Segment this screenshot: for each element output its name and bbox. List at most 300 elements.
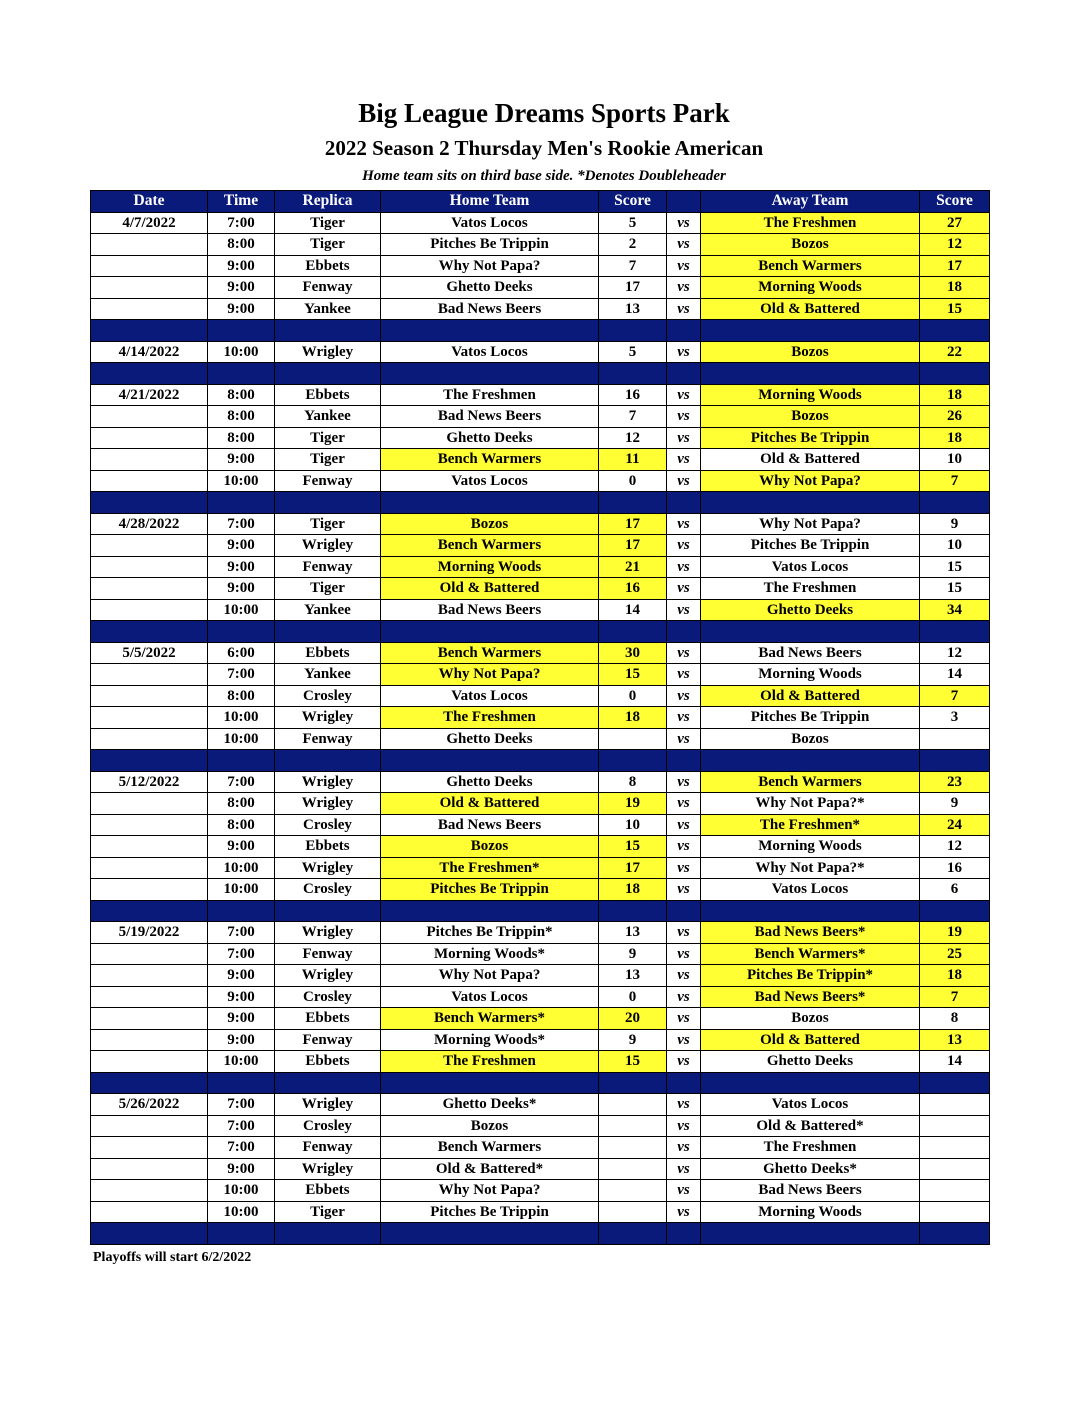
vs-cell: vs	[667, 578, 701, 600]
home-team-cell: Vatos Locos	[381, 685, 599, 707]
home-score-cell: 5	[599, 212, 667, 234]
table-row	[91, 406, 990, 428]
away-score-cell: 12	[920, 836, 990, 858]
away-team-cell: Morning Woods	[701, 384, 920, 406]
home-team-cell: Bozos	[381, 836, 599, 858]
home-team-cell: Bad News Beers	[381, 599, 599, 621]
home-team-cell: Ghetto Deeks	[381, 427, 599, 449]
vs-cell: vs	[667, 1158, 701, 1180]
away-score-cell: 14	[920, 664, 990, 686]
table-row	[91, 384, 990, 406]
home-score-cell: 16	[599, 384, 667, 406]
separator-cell	[381, 1072, 599, 1094]
replica-cell: Tiger	[275, 212, 381, 234]
away-score-cell: 18	[920, 965, 990, 987]
separator-cell	[208, 621, 275, 643]
date-cell	[91, 1029, 208, 1051]
date-cell: 5/26/2022	[91, 1094, 208, 1116]
separator-cell	[381, 621, 599, 643]
home-team-cell: The Freshmen*	[381, 857, 599, 879]
home-score-cell: 15	[599, 664, 667, 686]
table-row	[91, 1137, 990, 1159]
replica-cell: Fenway	[275, 1029, 381, 1051]
away-score-cell: 18	[920, 277, 990, 299]
table-row	[91, 836, 990, 858]
home-score-cell: 18	[599, 707, 667, 729]
date-cell	[91, 277, 208, 299]
date-cell	[91, 556, 208, 578]
separator-cell	[275, 320, 381, 342]
home-team-cell: Morning Woods	[381, 556, 599, 578]
away-team-cell: Pitches Be Trippin	[701, 427, 920, 449]
separator-cell	[599, 621, 667, 643]
replica-cell: Ebbets	[275, 384, 381, 406]
table-row	[91, 298, 990, 320]
replica-cell: Wrigley	[275, 857, 381, 879]
replica-cell: Tiger	[275, 513, 381, 535]
replica-cell: Ebbets	[275, 642, 381, 664]
time-cell: 10:00	[208, 1180, 275, 1202]
home-team-cell: Bench Warmers	[381, 535, 599, 557]
home-score-cell: 12	[599, 427, 667, 449]
away-team-cell: Old & Battered	[701, 449, 920, 471]
away-score-cell: 6	[920, 879, 990, 901]
table-row	[91, 427, 990, 449]
table-row	[91, 965, 990, 987]
away-team-cell: Pitches Be Trippin	[701, 707, 920, 729]
separator-cell	[667, 1072, 701, 1094]
home-score-cell: 16	[599, 578, 667, 600]
home-score-cell: 7	[599, 406, 667, 428]
home-team-cell: Bozos	[381, 1115, 599, 1137]
week-separator-row	[91, 363, 990, 385]
replica-cell: Wrigley	[275, 922, 381, 944]
time-cell: 7:00	[208, 922, 275, 944]
home-score-cell: 9	[599, 1029, 667, 1051]
header-row	[91, 191, 990, 213]
time-cell: 10:00	[208, 1051, 275, 1073]
home-score-cell: 5	[599, 341, 667, 363]
table-row	[91, 212, 990, 234]
separator-cell	[701, 750, 920, 772]
separator-cell	[599, 900, 667, 922]
home-team-cell: Bad News Beers	[381, 406, 599, 428]
replica-cell: Tiger	[275, 578, 381, 600]
home-score-cell	[599, 1115, 667, 1137]
time-cell: 7:00	[208, 943, 275, 965]
home-score-cell: 18	[599, 879, 667, 901]
table-row	[91, 1180, 990, 1202]
away-team-cell: Old & Battered	[701, 298, 920, 320]
table-row	[91, 1051, 990, 1073]
col-header-away-score: Score	[920, 191, 990, 213]
time-cell: 9:00	[208, 1008, 275, 1030]
col-header-vs	[667, 191, 701, 213]
week-separator-row	[91, 1072, 990, 1094]
away-score-cell: 14	[920, 1051, 990, 1073]
home-score-cell: 30	[599, 642, 667, 664]
vs-cell: vs	[667, 1094, 701, 1116]
away-team-cell: Vatos Locos	[701, 1094, 920, 1116]
time-cell: 7:00	[208, 1115, 275, 1137]
away-score-cell: 27	[920, 212, 990, 234]
time-cell: 9:00	[208, 1158, 275, 1180]
vs-cell: vs	[667, 298, 701, 320]
schedule-table	[90, 190, 990, 1245]
separator-cell	[920, 1072, 990, 1094]
separator-cell	[91, 363, 208, 385]
home-team-cell: Morning Woods*	[381, 943, 599, 965]
time-cell: 8:00	[208, 384, 275, 406]
away-score-cell: 9	[920, 793, 990, 815]
away-score-cell: 3	[920, 707, 990, 729]
week-separator-row	[91, 492, 990, 514]
away-team-cell: Why Not Papa?*	[701, 793, 920, 815]
date-cell	[91, 664, 208, 686]
date-cell: 4/21/2022	[91, 384, 208, 406]
replica-cell: Crosley	[275, 814, 381, 836]
home-team-cell: Bench Warmers*	[381, 1008, 599, 1030]
time-cell: 7:00	[208, 1094, 275, 1116]
date-cell	[91, 234, 208, 256]
vs-cell: vs	[667, 986, 701, 1008]
table-row	[91, 1029, 990, 1051]
home-score-cell: 2	[599, 234, 667, 256]
away-team-cell: Bozos	[701, 1008, 920, 1030]
away-score-cell: 15	[920, 298, 990, 320]
away-score-cell: 24	[920, 814, 990, 836]
away-team-cell: Bad News Beers*	[701, 922, 920, 944]
date-cell: 5/19/2022	[91, 922, 208, 944]
away-team-cell: Why Not Papa?	[701, 513, 920, 535]
away-score-cell: 10	[920, 449, 990, 471]
date-cell	[91, 836, 208, 858]
away-score-cell: 10	[920, 535, 990, 557]
home-team-cell: Pitches Be Trippin	[381, 234, 599, 256]
playoffs-note: Playoffs will start 6/2/2022	[93, 1250, 252, 1265]
date-cell	[91, 965, 208, 987]
vs-cell: vs	[667, 728, 701, 750]
away-score-cell	[920, 1115, 990, 1137]
time-cell: 8:00	[208, 814, 275, 836]
home-team-cell: Bad News Beers	[381, 814, 599, 836]
time-cell: 9:00	[208, 578, 275, 600]
time-cell: 7:00	[208, 513, 275, 535]
vs-cell: vs	[667, 277, 701, 299]
away-score-cell	[920, 728, 990, 750]
away-score-cell: 12	[920, 234, 990, 256]
vs-cell: vs	[667, 212, 701, 234]
table-row	[91, 986, 990, 1008]
separator-cell	[599, 750, 667, 772]
time-cell: 10:00	[208, 599, 275, 621]
home-score-cell	[599, 1094, 667, 1116]
time-cell: 8:00	[208, 406, 275, 428]
separator-cell	[275, 900, 381, 922]
replica-cell: Tiger	[275, 449, 381, 471]
home-team-cell: Ghetto Deeks	[381, 277, 599, 299]
time-cell: 7:00	[208, 1137, 275, 1159]
away-team-cell: Vatos Locos	[701, 879, 920, 901]
replica-cell: Crosley	[275, 986, 381, 1008]
replica-cell: Ebbets	[275, 255, 381, 277]
home-team-cell: Old & Battered*	[381, 1158, 599, 1180]
table-row	[91, 642, 990, 664]
away-score-cell: 16	[920, 857, 990, 879]
table-row	[91, 857, 990, 879]
replica-cell: Fenway	[275, 728, 381, 750]
vs-cell: vs	[667, 470, 701, 492]
separator-cell	[701, 621, 920, 643]
table-row	[91, 535, 990, 557]
date-cell	[91, 814, 208, 836]
home-team-cell: Morning Woods*	[381, 1029, 599, 1051]
away-score-cell: 26	[920, 406, 990, 428]
away-team-cell: Old & Battered	[701, 1029, 920, 1051]
table-row	[91, 943, 990, 965]
date-cell	[91, 857, 208, 879]
separator-cell	[920, 750, 990, 772]
replica-cell: Wrigley	[275, 1094, 381, 1116]
home-score-cell: 14	[599, 599, 667, 621]
vs-cell: vs	[667, 664, 701, 686]
date-cell	[91, 449, 208, 471]
away-team-cell: Bad News Beers*	[701, 986, 920, 1008]
vs-cell: vs	[667, 685, 701, 707]
col-header-away-team: Away Team	[701, 191, 920, 213]
away-team-cell: Bozos	[701, 406, 920, 428]
separator-cell	[701, 900, 920, 922]
home-score-cell: 19	[599, 793, 667, 815]
vs-cell: vs	[667, 793, 701, 815]
separator-cell	[667, 1223, 701, 1245]
time-cell: 9:00	[208, 1029, 275, 1051]
separator-cell	[381, 1223, 599, 1245]
separator-cell	[208, 320, 275, 342]
home-team-cell: Bench Warmers	[381, 642, 599, 664]
date-cell: 5/5/2022	[91, 642, 208, 664]
date-cell: 5/12/2022	[91, 771, 208, 793]
date-cell	[91, 470, 208, 492]
away-team-cell: Bozos	[701, 341, 920, 363]
separator-cell	[275, 750, 381, 772]
table-row	[91, 922, 990, 944]
table-row	[91, 470, 990, 492]
date-cell	[91, 793, 208, 815]
separator-cell	[599, 363, 667, 385]
away-score-cell: 34	[920, 599, 990, 621]
date-cell	[91, 1158, 208, 1180]
away-team-cell: Why Not Papa?	[701, 470, 920, 492]
separator-cell	[599, 1072, 667, 1094]
away-team-cell: The Freshmen	[701, 1137, 920, 1159]
separator-cell	[920, 320, 990, 342]
separator-cell	[381, 750, 599, 772]
col-header-home-team: Home Team	[381, 191, 599, 213]
date-cell	[91, 578, 208, 600]
away-score-cell: 15	[920, 556, 990, 578]
separator-cell	[91, 750, 208, 772]
replica-cell: Wrigley	[275, 707, 381, 729]
separator-cell	[275, 492, 381, 514]
time-cell: 10:00	[208, 707, 275, 729]
time-cell: 9:00	[208, 556, 275, 578]
vs-cell: vs	[667, 234, 701, 256]
time-cell: 9:00	[208, 965, 275, 987]
date-cell	[91, 1008, 208, 1030]
vs-cell: vs	[667, 1180, 701, 1202]
home-score-cell: 8	[599, 771, 667, 793]
table-row	[91, 1008, 990, 1030]
replica-cell: Ebbets	[275, 1051, 381, 1073]
away-team-cell: Bench Warmers	[701, 255, 920, 277]
home-score-cell	[599, 1158, 667, 1180]
away-team-cell: Morning Woods	[701, 1201, 920, 1223]
away-team-cell: The Freshmen	[701, 578, 920, 600]
away-team-cell: Ghetto Deeks	[701, 1051, 920, 1073]
home-score-cell: 17	[599, 857, 667, 879]
vs-cell: vs	[667, 406, 701, 428]
time-cell: 9:00	[208, 277, 275, 299]
home-score-cell: 0	[599, 470, 667, 492]
home-team-cell: Why Not Papa?	[381, 255, 599, 277]
time-cell: 10:00	[208, 728, 275, 750]
away-score-cell	[920, 1137, 990, 1159]
separator-cell	[599, 1223, 667, 1245]
replica-cell: Wrigley	[275, 965, 381, 987]
time-cell: 9:00	[208, 255, 275, 277]
home-score-cell: 9	[599, 943, 667, 965]
away-team-cell: Old & Battered	[701, 685, 920, 707]
date-cell	[91, 1180, 208, 1202]
table-row	[91, 277, 990, 299]
separator-cell	[667, 621, 701, 643]
time-cell: 9:00	[208, 986, 275, 1008]
separator-cell	[208, 1072, 275, 1094]
schedule-note: Home team sits on third base side. *Denotes Doubleheader	[362, 168, 726, 184]
col-header-time: Time	[208, 191, 275, 213]
replica-cell: Ebbets	[275, 1180, 381, 1202]
vs-cell: vs	[667, 513, 701, 535]
separator-cell	[667, 363, 701, 385]
replica-cell: Wrigley	[275, 535, 381, 557]
date-cell	[91, 298, 208, 320]
separator-cell	[91, 1223, 208, 1245]
home-team-cell: Bench Warmers	[381, 449, 599, 471]
replica-cell: Fenway	[275, 1137, 381, 1159]
away-team-cell: Morning Woods	[701, 664, 920, 686]
separator-cell	[91, 1072, 208, 1094]
home-score-cell	[599, 1180, 667, 1202]
away-score-cell: 22	[920, 341, 990, 363]
replica-cell: Tiger	[275, 234, 381, 256]
separator-cell	[667, 320, 701, 342]
away-score-cell: 15	[920, 578, 990, 600]
home-team-cell: Pitches Be Trippin	[381, 1201, 599, 1223]
page-title: Big League Dreams Sports Park	[358, 98, 730, 128]
home-team-cell: Pitches Be Trippin*	[381, 922, 599, 944]
separator-cell	[208, 750, 275, 772]
home-team-cell: Vatos Locos	[381, 986, 599, 1008]
away-team-cell: The Freshmen	[701, 212, 920, 234]
vs-cell: vs	[667, 879, 701, 901]
time-cell: 9:00	[208, 298, 275, 320]
home-score-cell: 21	[599, 556, 667, 578]
table-row	[91, 728, 990, 750]
separator-cell	[701, 492, 920, 514]
table-row	[91, 578, 990, 600]
replica-cell: Wrigley	[275, 1158, 381, 1180]
date-cell	[91, 1201, 208, 1223]
date-cell: 4/14/2022	[91, 341, 208, 363]
home-score-cell: 13	[599, 965, 667, 987]
away-team-cell: Vatos Locos	[701, 556, 920, 578]
separator-cell	[599, 320, 667, 342]
replica-cell: Yankee	[275, 298, 381, 320]
date-cell	[91, 943, 208, 965]
vs-cell: vs	[667, 384, 701, 406]
separator-cell	[667, 492, 701, 514]
vs-cell: vs	[667, 1115, 701, 1137]
away-team-cell: Bozos	[701, 234, 920, 256]
time-cell: 9:00	[208, 449, 275, 471]
separator-cell	[91, 621, 208, 643]
away-team-cell: Morning Woods	[701, 277, 920, 299]
vs-cell: vs	[667, 449, 701, 471]
away-score-cell: 7	[920, 685, 990, 707]
vs-cell: vs	[667, 857, 701, 879]
vs-cell: vs	[667, 556, 701, 578]
separator-cell	[208, 1223, 275, 1245]
replica-cell: Crosley	[275, 879, 381, 901]
week-separator-row	[91, 750, 990, 772]
date-cell: 4/28/2022	[91, 513, 208, 535]
home-team-cell: Old & Battered	[381, 793, 599, 815]
separator-cell	[381, 363, 599, 385]
home-team-cell: Ghetto Deeks	[381, 771, 599, 793]
time-cell: 8:00	[208, 427, 275, 449]
table-row	[91, 255, 990, 277]
away-score-cell	[920, 1180, 990, 1202]
separator-cell	[91, 492, 208, 514]
away-team-cell: Bozos	[701, 728, 920, 750]
separator-cell	[920, 621, 990, 643]
vs-cell: vs	[667, 599, 701, 621]
date-cell	[91, 599, 208, 621]
time-cell: 8:00	[208, 234, 275, 256]
date-cell	[91, 685, 208, 707]
table-row	[91, 599, 990, 621]
replica-cell: Yankee	[275, 599, 381, 621]
vs-cell: vs	[667, 427, 701, 449]
away-score-cell: 18	[920, 427, 990, 449]
away-team-cell: Bench Warmers	[701, 771, 920, 793]
time-cell: 9:00	[208, 535, 275, 557]
table-row	[91, 814, 990, 836]
home-score-cell	[599, 1137, 667, 1159]
date-cell	[91, 427, 208, 449]
away-team-cell: Ghetto Deeks	[701, 599, 920, 621]
home-team-cell: Old & Battered	[381, 578, 599, 600]
date-cell	[91, 1137, 208, 1159]
away-team-cell: Old & Battered*	[701, 1115, 920, 1137]
time-cell: 6:00	[208, 642, 275, 664]
home-score-cell	[599, 728, 667, 750]
table-row	[91, 879, 990, 901]
separator-cell	[381, 492, 599, 514]
replica-cell: Wrigley	[275, 793, 381, 815]
separator-cell	[701, 363, 920, 385]
